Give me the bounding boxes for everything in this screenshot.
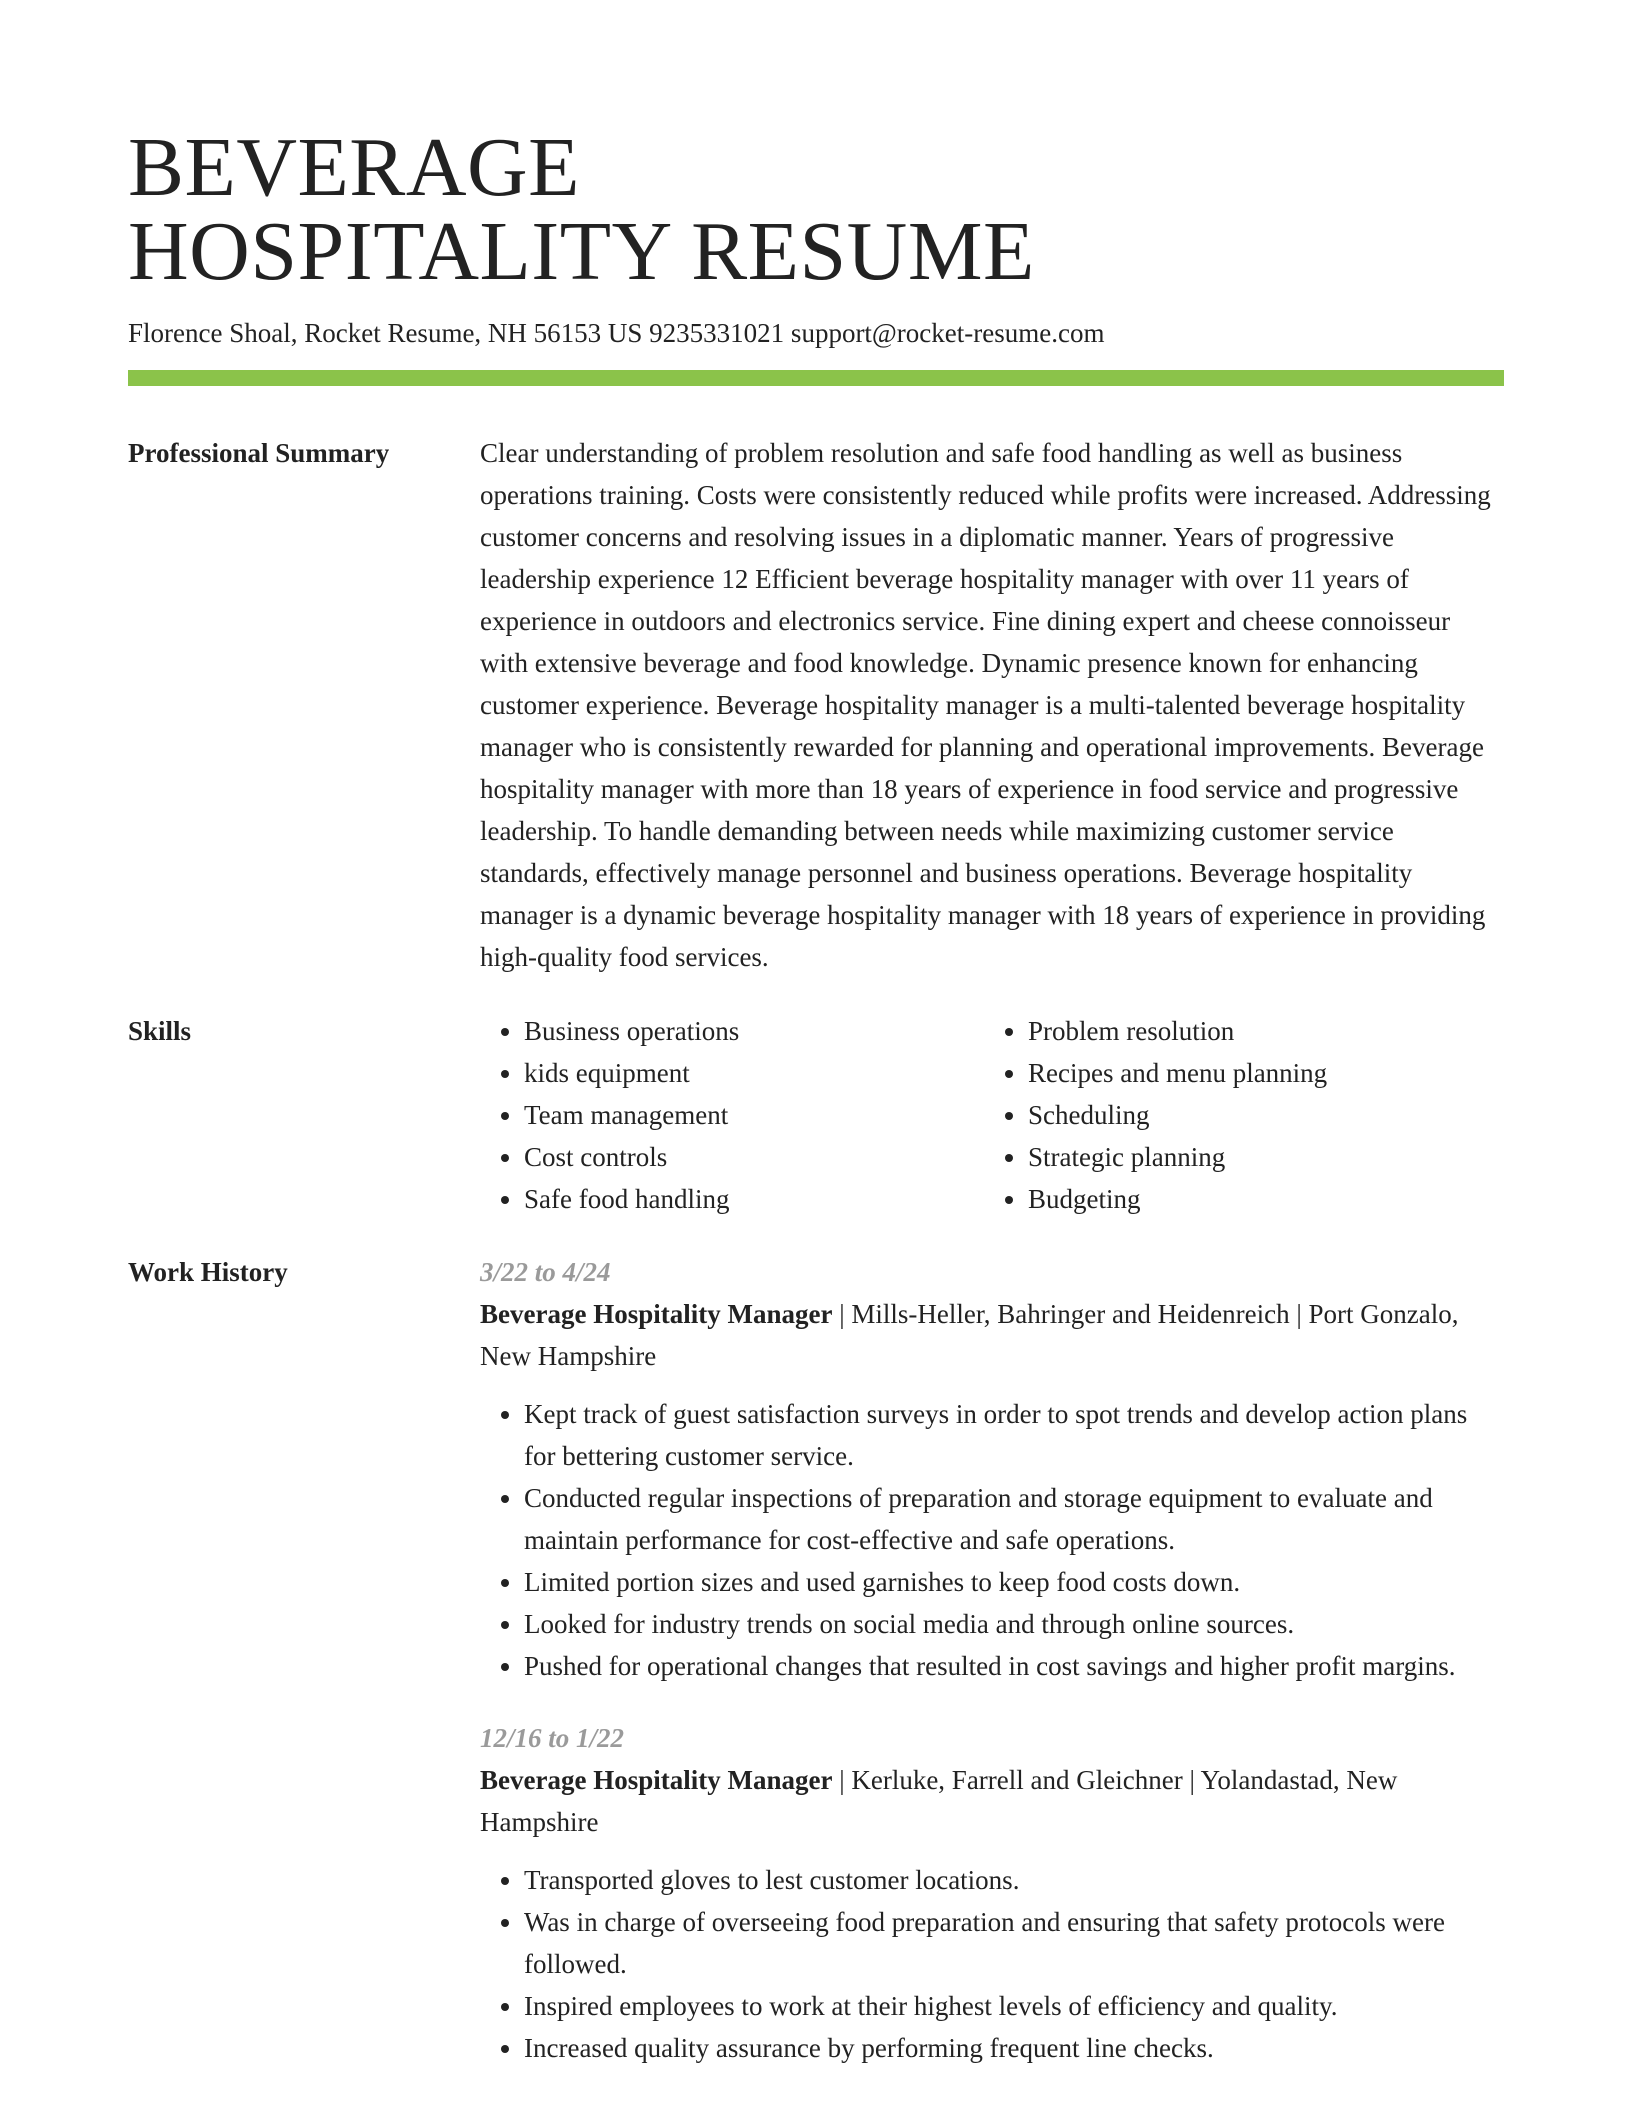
skill-item: • Safe food handling: [524, 1178, 984, 1220]
job-entry: [480, 1717, 1504, 2069]
skill-item: • Budgeting: [1028, 1178, 1488, 1220]
job-bullet-list: [480, 1859, 1504, 2069]
job-bullet: • Transported gloves to lest customer locations.: [524, 1859, 1504, 1901]
job-heading: [480, 1293, 1504, 1377]
accent-divider: [128, 370, 1504, 386]
job-bullet-list: [480, 1393, 1504, 1687]
work-history-body: [480, 1251, 1504, 2099]
skills-column-2: [984, 1010, 1488, 1220]
contact-line: Florence Shoal, Rocket Resume, NH 56153 US 9235331021 support@rocket-resume.com: [128, 318, 1105, 348]
job-title: Beverage Hospitality Manager: [480, 1765, 833, 1795]
job-bullet: • Limited portion sizes and used garnishes to keep food costs down.: [524, 1561, 1504, 1603]
title-line-2: HOSPITALITY RESUME: [128, 205, 1035, 298]
skill-item: • Team management: [524, 1094, 984, 1136]
job-dates: 3/22 to 4/24: [480, 1257, 611, 1287]
skill-item: • Cost controls: [524, 1136, 984, 1178]
skill-item: • Business operations: [524, 1010, 984, 1052]
skills-body: [480, 1010, 1504, 1220]
skill-item: • kids equipment: [524, 1052, 984, 1094]
summary-text: Clear understanding of problem resolution and safe food handling as well as business operations training. Costs were consistently reduced while profits were increased. Addressing customer concerns and resolving issues in a diplomatic manner. Years of progressive leadership experience 12 Efficient beverage hospitality manager with over 11 years of experience in outdoors and electronics service. Fine dining expert and cheese connoisseur with extensive beverage and food knowledge. Dynamic presence known for enhancing customer experience. Beverage hospitality manager is a multi-talented beverage hospitality manager who is consistently rewarded for planning and operational improvements. Beverage hospitality manager with more than 18 years of experience in food service and progressive leadership. To handle demanding between needs while maximizing customer service standards, effectively manage personnel and business operations. Beverage hospitality manager is a dynamic beverage hospitality manager with 18 years of experience in providing high-quality food services.: [480, 438, 1491, 972]
job-bullet: • Pushed for operational changes that resulted in cost savings and higher profit margins.: [524, 1645, 1504, 1687]
title-line-1: BEVERAGE: [128, 121, 580, 214]
job-bullet: • Conducted regular inspections of preparation and storage equipment to evaluate and maintain performance for cost-effective and safe operations.: [524, 1477, 1504, 1561]
skill-item: • Recipes and menu planning: [1028, 1052, 1488, 1094]
skills-label: Skills: [128, 1016, 192, 1046]
skill-item: • Strategic planning: [1028, 1136, 1488, 1178]
job-dates: 12/16 to 1/22: [480, 1723, 625, 1753]
job-bullet: • Increased quality assurance by performing frequent line checks.: [524, 2027, 1504, 2069]
job-bullet: • Was in charge of overseeing food preparation and ensuring that safety protocols were followed.: [524, 1901, 1504, 1985]
summary-label: Professional Summary: [128, 438, 390, 468]
job-entry: [480, 1251, 1504, 1687]
skills-column-1: [480, 1010, 984, 1220]
job-bullet: • Inspired employees to work at their highest levels of efficiency and quality.: [524, 1985, 1504, 2027]
job-bullet: • Looked for industry trends on social media and through online sources.: [524, 1603, 1504, 1645]
skill-item: • Problem resolution: [1028, 1010, 1488, 1052]
job-heading: [480, 1759, 1504, 1843]
job-details: | Mills-Heller, Bahringer and Heidenreich | Port Gonzalo, New Hampshire: [480, 1299, 1459, 1371]
job-details: | Kerluke, Farrell and Gleichner | Yolandastad, New Hampshire: [480, 1765, 1398, 1837]
resume-title: [128, 121, 1504, 298]
job-title: Beverage Hospitality Manager: [480, 1299, 833, 1329]
job-bullet: • Kept track of guest satisfaction surveys in order to spot trends and develop action plans for bettering customer service.: [524, 1393, 1504, 1477]
skill-item: • Scheduling: [1028, 1094, 1488, 1136]
work-history-label: Work History: [128, 1257, 288, 1287]
summary-body: [480, 432, 1504, 978]
